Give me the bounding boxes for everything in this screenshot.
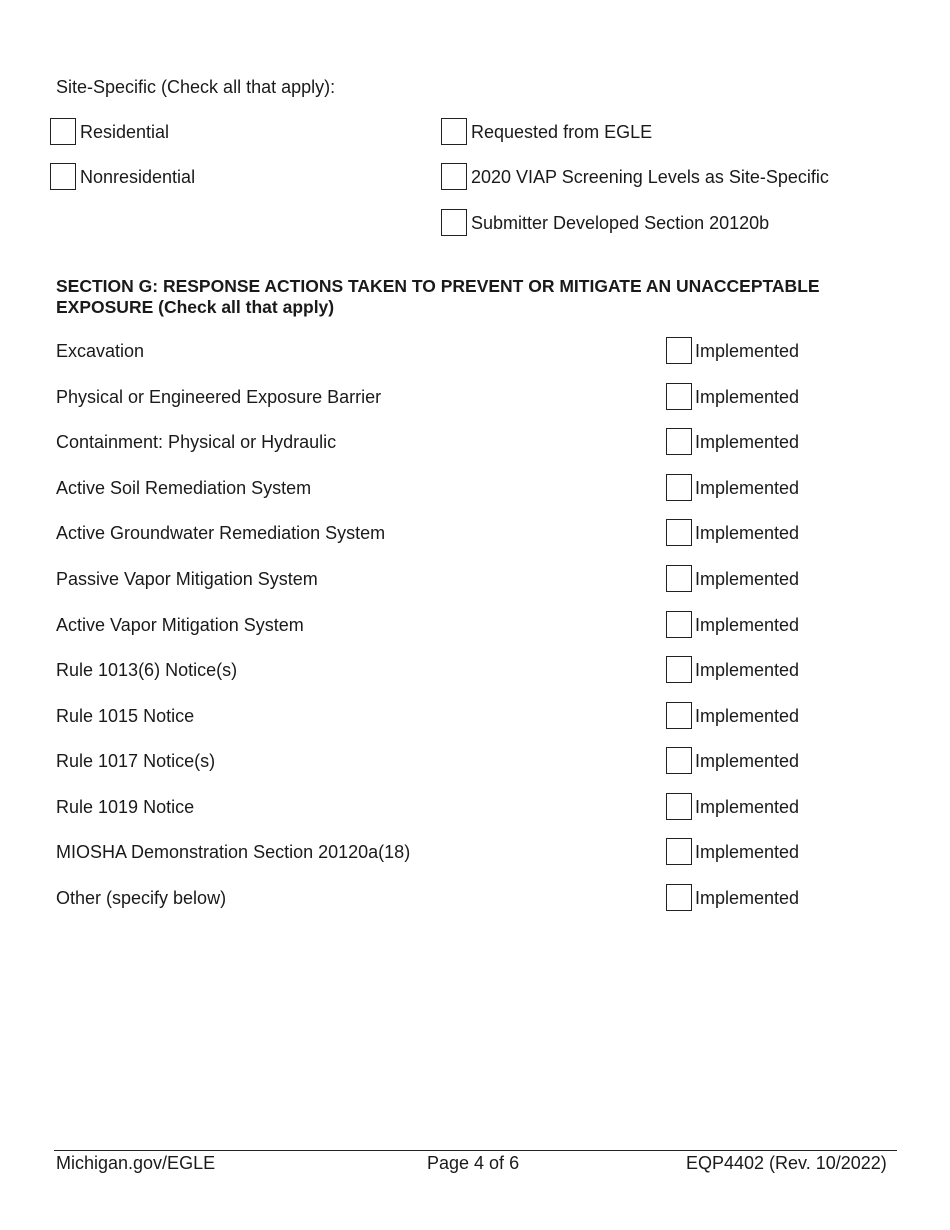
site-specific-label: Site-Specific (Check all that apply): <box>56 77 336 97</box>
residential-label: Residential <box>80 122 170 142</box>
footer-page-number: Page 4 of 6 <box>427 1153 520 1173</box>
footer-divider <box>54 1150 897 1151</box>
row-label-rule-1019: Rule 1019 Notice <box>56 797 195 817</box>
implemented-label: Implemented <box>695 842 800 862</box>
residential-checkbox[interactable] <box>50 118 76 145</box>
footer-website: Michigan.gov/EGLE <box>56 1153 216 1173</box>
viap-screening-levels-label: 2020 VIAP Screening Levels as Site-Specific <box>471 167 829 187</box>
requested-from-egle-checkbox[interactable] <box>441 118 467 145</box>
implemented-label: Implemented <box>695 888 800 908</box>
row-label-miosha: MIOSHA Demonstration Section 20120a(18) <box>56 842 411 862</box>
implemented-label: Implemented <box>695 569 800 589</box>
implemented-label: Implemented <box>695 751 800 771</box>
nonresidential-checkbox[interactable] <box>50 163 76 190</box>
nonresidential-label: Nonresidential <box>80 167 196 187</box>
implemented-label: Implemented <box>695 615 800 635</box>
viap-screening-levels-checkbox[interactable] <box>441 163 467 190</box>
row-label-rule-1017: Rule 1017 Notice(s) <box>56 751 216 771</box>
row-label-rule-1013: Rule 1013(6) Notice(s) <box>56 660 238 680</box>
row-label-active-groundwater: Active Groundwater Remediation System <box>56 523 386 543</box>
row-label-exposure-barrier: Physical or Engineered Exposure Barrier <box>56 387 382 407</box>
row-label-other: Other (specify below) <box>56 888 227 908</box>
rule-1015-implemented-checkbox[interactable] <box>666 702 692 729</box>
exposure-barrier-implemented-checkbox[interactable] <box>666 383 692 410</box>
row-label-excavation: Excavation <box>56 341 145 361</box>
active-soil-implemented-checkbox[interactable] <box>666 474 692 501</box>
implemented-label: Implemented <box>695 797 800 817</box>
implemented-label: Implemented <box>695 523 800 543</box>
requested-from-egle-label: Requested from EGLE <box>471 122 653 142</box>
implemented-label: Implemented <box>695 706 800 726</box>
rule-1013-implemented-checkbox[interactable] <box>666 656 692 683</box>
miosha-implemented-checkbox[interactable] <box>666 838 692 865</box>
containment-implemented-checkbox[interactable] <box>666 428 692 455</box>
submitter-developed-checkbox[interactable] <box>441 209 467 236</box>
row-label-containment: Containment: Physical or Hydraulic <box>56 432 337 452</box>
implemented-label: Implemented <box>695 478 800 498</box>
rule-1017-implemented-checkbox[interactable] <box>666 747 692 774</box>
row-label-passive-vapor: Passive Vapor Mitigation System <box>56 569 318 589</box>
implemented-label: Implemented <box>695 660 800 680</box>
row-label-active-soil: Active Soil Remediation System <box>56 478 312 498</box>
implemented-label: Implemented <box>695 432 800 452</box>
excavation-implemented-checkbox[interactable] <box>666 337 692 364</box>
section-g-heading: SECTION G: RESPONSE ACTIONS TAKEN TO PREVENT OR MITIGATE AN UNACCEPTABLE EXPOSURE (Check all that apply) <box>56 276 820 317</box>
row-label-active-vapor: Active Vapor Mitigation System <box>56 615 304 635</box>
other-implemented-checkbox[interactable] <box>666 884 692 911</box>
implemented-label: Implemented <box>695 341 800 361</box>
rule-1019-implemented-checkbox[interactable] <box>666 793 692 820</box>
passive-vapor-implemented-checkbox[interactable] <box>666 565 692 592</box>
footer-form-id: EQP4402 (Rev. 10/2022) <box>686 1153 887 1173</box>
active-vapor-implemented-checkbox[interactable] <box>666 611 692 638</box>
implemented-label: Implemented <box>695 387 800 407</box>
active-groundwater-implemented-checkbox[interactable] <box>666 519 692 546</box>
row-label-rule-1015: Rule 1015 Notice <box>56 706 195 726</box>
submitter-developed-label: Submitter Developed Section 20120b <box>471 213 770 233</box>
